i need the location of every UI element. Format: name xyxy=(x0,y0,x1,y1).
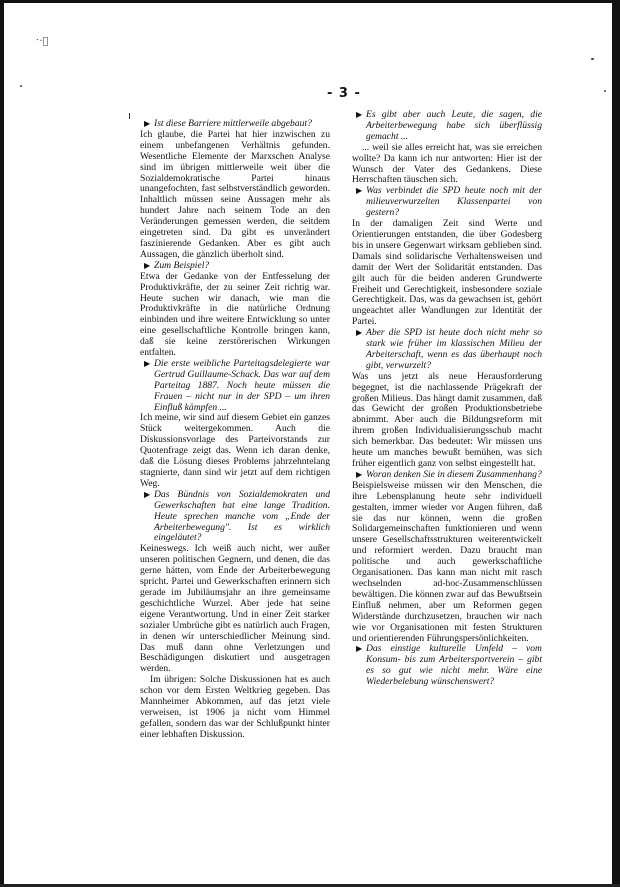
interview-question xyxy=(352,644,542,688)
interview-answer: Im übrigen: Solche Diskussionen hat es auch schon vor dem Ersten Weltkrieg gegeben. Das Mannheimer Abkommen, auf das jetzt viele verweisen, ist 1906 ja nicht vom Himmel gefallen, sondern das war der Schlußpunkt hinter einer lebhaften Diskussion. xyxy=(140,674,330,740)
question-marker-icon: ▶ xyxy=(144,119,151,128)
interview-question xyxy=(140,490,330,545)
scan-speck xyxy=(604,90,606,92)
interview-answer: ... weil sie alles erreicht hat, was sie erreichen wollte? Da kann ich nur antworten: Hier ist der Wunsch der Vater des Gedankens. Diese Herrschaften täuschen sich. xyxy=(352,141,542,186)
question-text: Woran denken Sie in diesem Zusammenhang? xyxy=(366,468,542,480)
question-marker-icon: ▶ xyxy=(356,328,363,338)
question-text: Die erste weibliche Parteitagsdelegierte war Gertrud Guillaume-Schack. Das war auf dem Parteitag 1887. Noch heute müssen die Frauen – nicht nur in der SPD – um ihren Einfluß kämpfen ... xyxy=(154,357,330,413)
question-marker-icon: ▶ xyxy=(144,358,151,368)
interview-answer: Beispielsweise müssen wir den Menschen, die ihre Lebensplanung heute sehr individuell gestalten, immer wieder vor Augen führen, daß sie das nur können, wenn die großen Solidargemeinschaften funktionieren und wenn unsere Gesellschaftsstrukturen weiterentwickelt und reformiert werden. Dazu braucht man politische und auch gewerkschaftliche Organisationen. Das kann man nicht mit rasch wechselnden ad-hoc-Zusammenschlüssen bewältigen. Die können zwar auf das Bewußtsein Einfluß nehmen, aber um Reformen gegen Widerstände durchzusetzen, brauchen wir nach wie vor Organisationen mit festen Strukturen und orientierenden Führungspersönlichkeiten. xyxy=(352,479,542,644)
page-number: - 3 - xyxy=(327,86,361,101)
question-marker-icon: ▶ xyxy=(356,469,363,479)
question-text: Ist diese Barriere mittlerweile abgebaut? xyxy=(154,118,312,129)
question-marker-icon: ▶ xyxy=(356,186,363,196)
scan-border-right xyxy=(612,0,620,887)
interview-question xyxy=(352,110,542,143)
question-marker-icon: ▶ xyxy=(356,110,363,119)
question-marker-icon: ▶ xyxy=(144,489,151,499)
question-text: Das einstige kulturelle Umfeld – vom Konsum- bis zum Arbeitersportverein – gibt es so gut wie nicht mehr. Wäre eine Wiederbelebung wünschenswert? xyxy=(366,643,542,688)
interview-answer: In der damaligen Zeit sind Werte und Orientierungen entstanden, die über Godesberg bis in unsere Gegenwart wirksam geblieben sind. Damals sind solidarische Verhaltensweisen und damit der Wert der Solidarität entstanden. Das gilt auch für die beiden anderen Grundwerte Freiheit und Gerechtigkeit, insbesondere soziale Gerechtigkeit. Das, was da gewachsen ist, gehört ungeachtet aller Wandlungen zur Identität der Partei. xyxy=(352,218,542,328)
question-text: Das Bündnis von Sozialdemokraten und Gewerkschaften hat eine lange Tradition. Heute sprechen manche vom „Ende der Arbeiterbewegung". Ist es wirklich eingeläutet? xyxy=(154,488,330,544)
scan-border-top xyxy=(0,0,620,3)
scan-speck-cluster: ˑ·ﾞ xyxy=(36,36,49,47)
right-text-column xyxy=(352,110,542,688)
left-text-column xyxy=(140,119,330,741)
question-text: Aber die SPD ist heute doch nicht mehr so stark wie früher im klassischen Milieu der Arbeiterschaft, wenn es das überhaupt noch gibt, verwurzelt? xyxy=(366,327,542,371)
interview-answer: Ich meine, wir sind auf diesem Gebiet ein ganzes Stück weitergekommen. Auch die Diskussionsvorlage des Parteivorstands zur Quotenfrage zeigt das. Wenn ich daran denke, daß die Lösung dieses Problems jahrzehntelang stagnierte, dann sind wir jetzt auf dem richtigen Weg. xyxy=(140,412,330,489)
question-text: Es gibt aber auch Leute, die sagen, die Arbeiterbewegung habe sich überflüssig gemacht ... xyxy=(366,109,542,142)
question-text: Zum Beispiel? xyxy=(154,259,210,271)
interview-question xyxy=(352,328,542,372)
interview-answer: Was uns jetzt als neue Herausforderung begegnet, ist die nachlassende Prägekraft der großen Milieus. Das hängt damit zusammen, daß das Gewicht der großen Produktionsbetriebe abnimmt. Aber auch die Bildungsreform mit ihrem großen Individualisierungsschub macht sich bemerkbar. Das bedeutet: Wir müssen uns heute um manches bewußt bemühen, was sich früher eigentlich ganz von selbst eingestellt hat. xyxy=(352,370,542,469)
interview-answer: Ich glaube, die Partei hat hier inzwischen zu einem unbefangenen Verhältnis gefunden. Wesentliche Elemente der Marxschen Analyse sind im übrigen mittlerweile weit über die Sozialdemokratische Partei hinaus unangefochten, fast selbstverständlich geworden. Inhaltlich müssen seine Aussagen mehr als hundert Jahre nach seinem Tode an den Veränderungen gemessen werden, die seitdem eingetreten sind. Da gibt es unverändert faszinierende Gedanken. Aber es gibt auch Aussagen, die gänzlich überholt sind. xyxy=(140,128,330,260)
scan-speck xyxy=(591,58,594,60)
interview-answer: Etwa der Gedanke von der Entfesselung der Produktivkräfte, der zu seiner Zeit richtig war. Heute suchen wir danach, wie man die Produktivkräfte in die natürliche Ordnung einbinden und ihre weitere Entwicklung so unter eine gesellschaftliche Kontrolle bringen kann, daß sie keine zerstörerischen Wirkungen entfalten. xyxy=(140,270,330,359)
margin-tick xyxy=(129,113,130,119)
interview-question xyxy=(140,359,330,414)
interview-question xyxy=(352,186,542,219)
question-marker-icon: ▶ xyxy=(356,644,363,654)
question-marker-icon: ▶ xyxy=(144,260,151,270)
interview-answer: Keineswegs. Ich weiß auch nicht, wer außer unseren politischen Gegnern, und denen, die das gerne hätten, vom Ende der Arbeiterbewegung spricht. Partei und Gewerkschaften erinnern sich gerade im Jubiläumsjahr an ihre gemeinsame geschichtliche Wurzel. Aber jede hat seine eigene Verantwortung. Und in einer Zeit starker sozialer Umbrüche gibt es natürlich auch Fragen, in denen wir unterschiedlicher Meinung sind. Das muß dann ohne Verletzungen und Beschädigungen diskutiert und ausgetragen werden. xyxy=(140,543,330,675)
scan-speck xyxy=(20,85,22,87)
scan-border-left xyxy=(0,0,4,887)
question-text: Was verbindet die SPD heute noch mit der milieuverwurzelten Klassenpartei von gestern? xyxy=(366,185,542,219)
